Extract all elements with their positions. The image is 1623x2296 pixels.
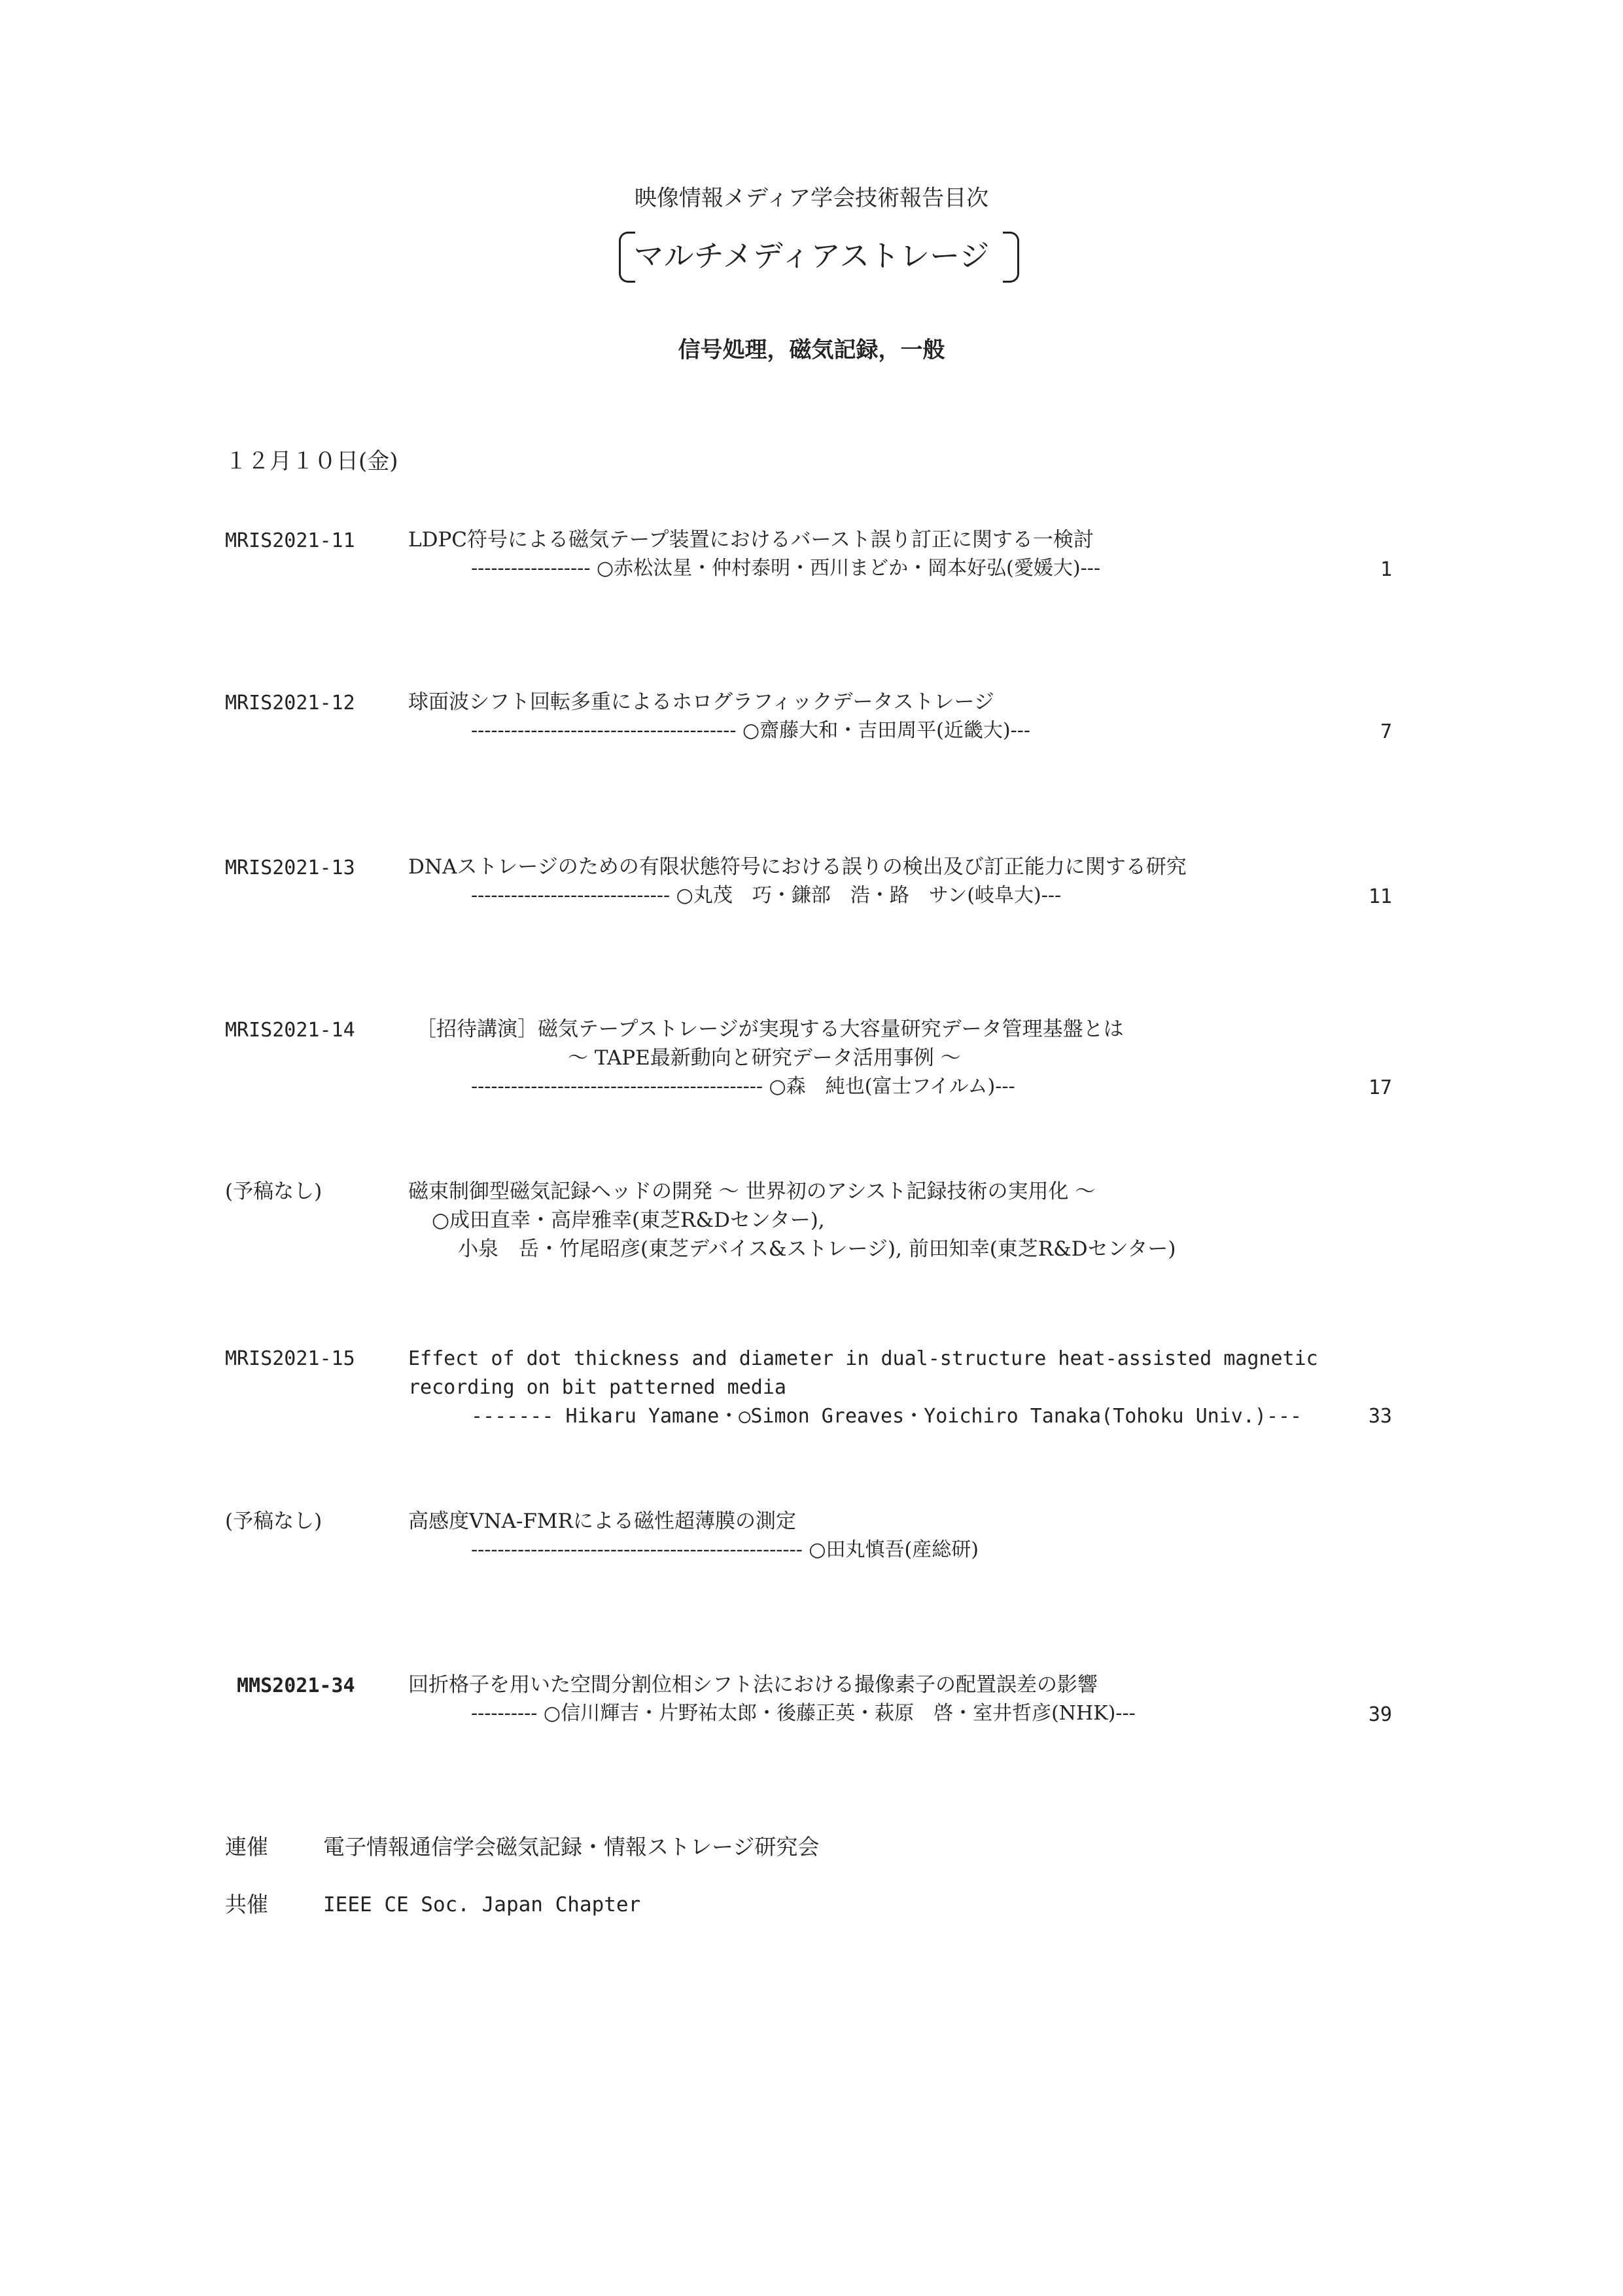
paper-authors: -------------------------------------------- ○森 純也(富士フイルム)--- bbox=[471, 1075, 1015, 1098]
paper-title: 回折格子を用いた空間分割位相シフト法における撮像素子の配置誤差の影響 bbox=[408, 1673, 1098, 1697]
paper-title: 高感度VNA-FMRによる磁性超薄膜の測定 bbox=[408, 1510, 796, 1533]
paper-title-continued: recording on bit patterned media bbox=[408, 1376, 786, 1399]
paper-authors-continued: 小泉 岳・竹尾昭彦(東芝デバイス&ストレージ), 前田知幸(東芝R&Dセンター) bbox=[458, 1237, 1176, 1261]
no-preprint-label: (予稿なし) bbox=[225, 1510, 323, 1533]
session-date: １２月１０日(金) bbox=[225, 448, 398, 474]
paper-authors: ------------------------------ ○丸茂 巧・鎌部 浩・路 サン(岐阜大)--- bbox=[471, 884, 1062, 907]
report-series-title: 映像情報メディア学会技術報告目次 bbox=[634, 185, 989, 211]
paper-authors: ---------- ○信川輝吉・片野祐太郎・後藤正英・萩原 啓・室井哲彦(NHK)--- bbox=[471, 1702, 1136, 1725]
cohost-name: IEEE CE Soc. Japan Chapter bbox=[323, 1893, 641, 1916]
page-number: 39 bbox=[1368, 1703, 1392, 1726]
paper-id: MRIS2021-15 bbox=[225, 1347, 355, 1370]
page-number: 1 bbox=[1380, 558, 1392, 581]
page-number: 7 bbox=[1380, 720, 1392, 743]
paper-title: ［招待講演］磁気テープストレージが実現する大容量研究データ管理基盤とは bbox=[416, 1017, 1124, 1041]
cosponsor-label: 連催 bbox=[225, 1834, 268, 1860]
paper-authors: ○成田直幸・高岸雅幸(東芝R&Dセンター), bbox=[432, 1209, 825, 1232]
paper-title: LDPC符号による磁気テープ装置におけるバースト誤り訂正に関する一検討 bbox=[408, 528, 1094, 552]
paper-title: Effect of dot thickness and diameter in dual-structure heat-assisted magnetic bbox=[408, 1347, 1318, 1370]
paper-title: 磁束制御型磁気記録ヘッドの開発 ～ 世界初のアシスト記録技術の実用化 ～ bbox=[408, 1180, 1096, 1203]
session-topic: 信号処理，磁気記録，一般 bbox=[678, 337, 945, 363]
right-bracket bbox=[1003, 232, 1019, 283]
committee-title: マルチメディアストレージ bbox=[633, 238, 990, 274]
paper-id: MRIS2021-13 bbox=[225, 857, 355, 879]
cohost-label: 共催 bbox=[225, 1892, 268, 1917]
paper-authors: -------------------------------------------------- ○田丸慎吾(産総研) bbox=[471, 1538, 979, 1561]
paper-id: MMS2021-34 bbox=[237, 1674, 355, 1697]
no-preprint-label: (予稿なし) bbox=[225, 1180, 323, 1203]
paper-id: MRIS2021-14 bbox=[225, 1019, 355, 1042]
paper-subtitle: ～ TAPE最新動向と研究データ活用事例 ～ bbox=[568, 1046, 961, 1070]
cosponsor-name: 電子情報通信学会磁気記録・情報ストレージ研究会 bbox=[323, 1834, 820, 1860]
page-number: 17 bbox=[1368, 1076, 1392, 1099]
paper-authors: ------------------ ○赤松汰星・仲村泰明・西川まどか・岡本好弘(愛媛大)--- bbox=[471, 557, 1100, 580]
paper-authors: ------- Hikaru Yamane・○Simon Greaves・Yoichiro Tanaka(Tohoku Univ.)--- bbox=[471, 1405, 1302, 1428]
paper-authors: ---------------------------------------- ○齋藤大和・吉田周平(近畿大)--- bbox=[471, 719, 1030, 742]
paper-title: 球面波シフト回転多重によるホログラフィックデータストレージ bbox=[408, 690, 994, 714]
page-number: 11 bbox=[1368, 885, 1392, 908]
page-number: 33 bbox=[1368, 1405, 1392, 1428]
paper-title: DNAストレージのための有限状態符号における誤りの検出及び訂正能力に関する研究 bbox=[408, 855, 1187, 879]
paper-id: MRIS2021-11 bbox=[225, 529, 355, 552]
paper-id: MRIS2021-12 bbox=[225, 692, 355, 715]
